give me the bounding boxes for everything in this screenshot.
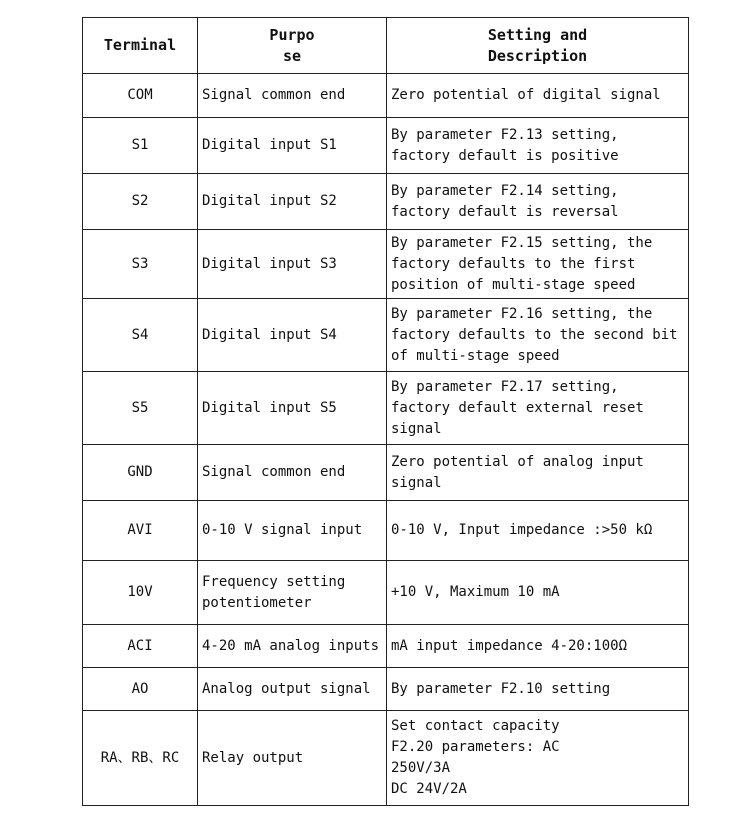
table-row: [83, 230, 689, 299]
table-row: [83, 711, 689, 806]
description-cell: By parameter F2.16 setting, the factory defaults to the second bit of multi-stage speed: [387, 299, 689, 372]
description-cell: +10 V, Maximum 10 mA: [387, 561, 689, 625]
terminal-cell: S4: [83, 299, 198, 372]
description-cell: Zero potential of analog input signal: [387, 445, 689, 501]
description-cell: By parameter F2.10 setting: [387, 668, 689, 711]
purpose-cell: Digital input S1: [198, 118, 387, 174]
description-cell: 0-10 V, Input impedance :>50 kΩ: [387, 501, 689, 561]
purpose-cell: Digital input S2: [198, 174, 387, 230]
table-row: [83, 445, 689, 501]
description-cell: Zero potential of digital signal: [387, 74, 689, 118]
table-row: [83, 625, 689, 668]
description-cell: Set contact capacity F2.20 parameters: AC 250V/3A DC 24V/2A: [387, 711, 689, 806]
terminal-cell: AO: [83, 668, 198, 711]
purpose-cell: Signal common end: [198, 74, 387, 118]
table-row: [83, 299, 689, 372]
terminal-cell: ACI: [83, 625, 198, 668]
description-cell: By parameter F2.13 setting, factory default is positive: [387, 118, 689, 174]
table-row: [83, 74, 689, 118]
terminal-cell: S5: [83, 372, 198, 445]
description-cell: By parameter F2.17 setting, factory default external reset signal: [387, 372, 689, 445]
header-terminal: Terminal: [83, 18, 198, 74]
terminal-cell: 10V: [83, 561, 198, 625]
purpose-cell: 0-10 V signal input: [198, 501, 387, 561]
table-row: [83, 501, 689, 561]
terminal-cell: AVI: [83, 501, 198, 561]
purpose-cell: Digital input S4: [198, 299, 387, 372]
terminal-cell: S1: [83, 118, 198, 174]
terminal-cell: S3: [83, 230, 198, 299]
terminal-cell: RA、RB、RC: [83, 711, 198, 806]
terminal-cell: GND: [83, 445, 198, 501]
terminal-cell: S2: [83, 174, 198, 230]
description-cell: By parameter F2.14 setting, factory default is reversal: [387, 174, 689, 230]
description-cell: By parameter F2.15 setting, the factory defaults to the first position of multi-stage speed: [387, 230, 689, 299]
terminal-cell: COM: [83, 74, 198, 118]
purpose-cell: 4-20 mA analog inputs: [198, 625, 387, 668]
table-row: [83, 174, 689, 230]
purpose-cell: Analog output signal: [198, 668, 387, 711]
purpose-cell: Signal common end: [198, 445, 387, 501]
table-row: [83, 372, 689, 445]
header-row: [83, 18, 689, 74]
purpose-cell: Digital input S5: [198, 372, 387, 445]
purpose-cell: Frequency setting potentiometer: [198, 561, 387, 625]
header-purpose: Purpo se: [198, 18, 387, 74]
description-cell: mA input impedance 4-20:100Ω: [387, 625, 689, 668]
terminal-table: [82, 17, 689, 806]
purpose-cell: Digital input S3: [198, 230, 387, 299]
table-row: [83, 668, 689, 711]
purpose-cell: Relay output: [198, 711, 387, 806]
table-row: [83, 561, 689, 625]
header-description: Setting and Description: [387, 18, 689, 74]
table-row: [83, 118, 689, 174]
